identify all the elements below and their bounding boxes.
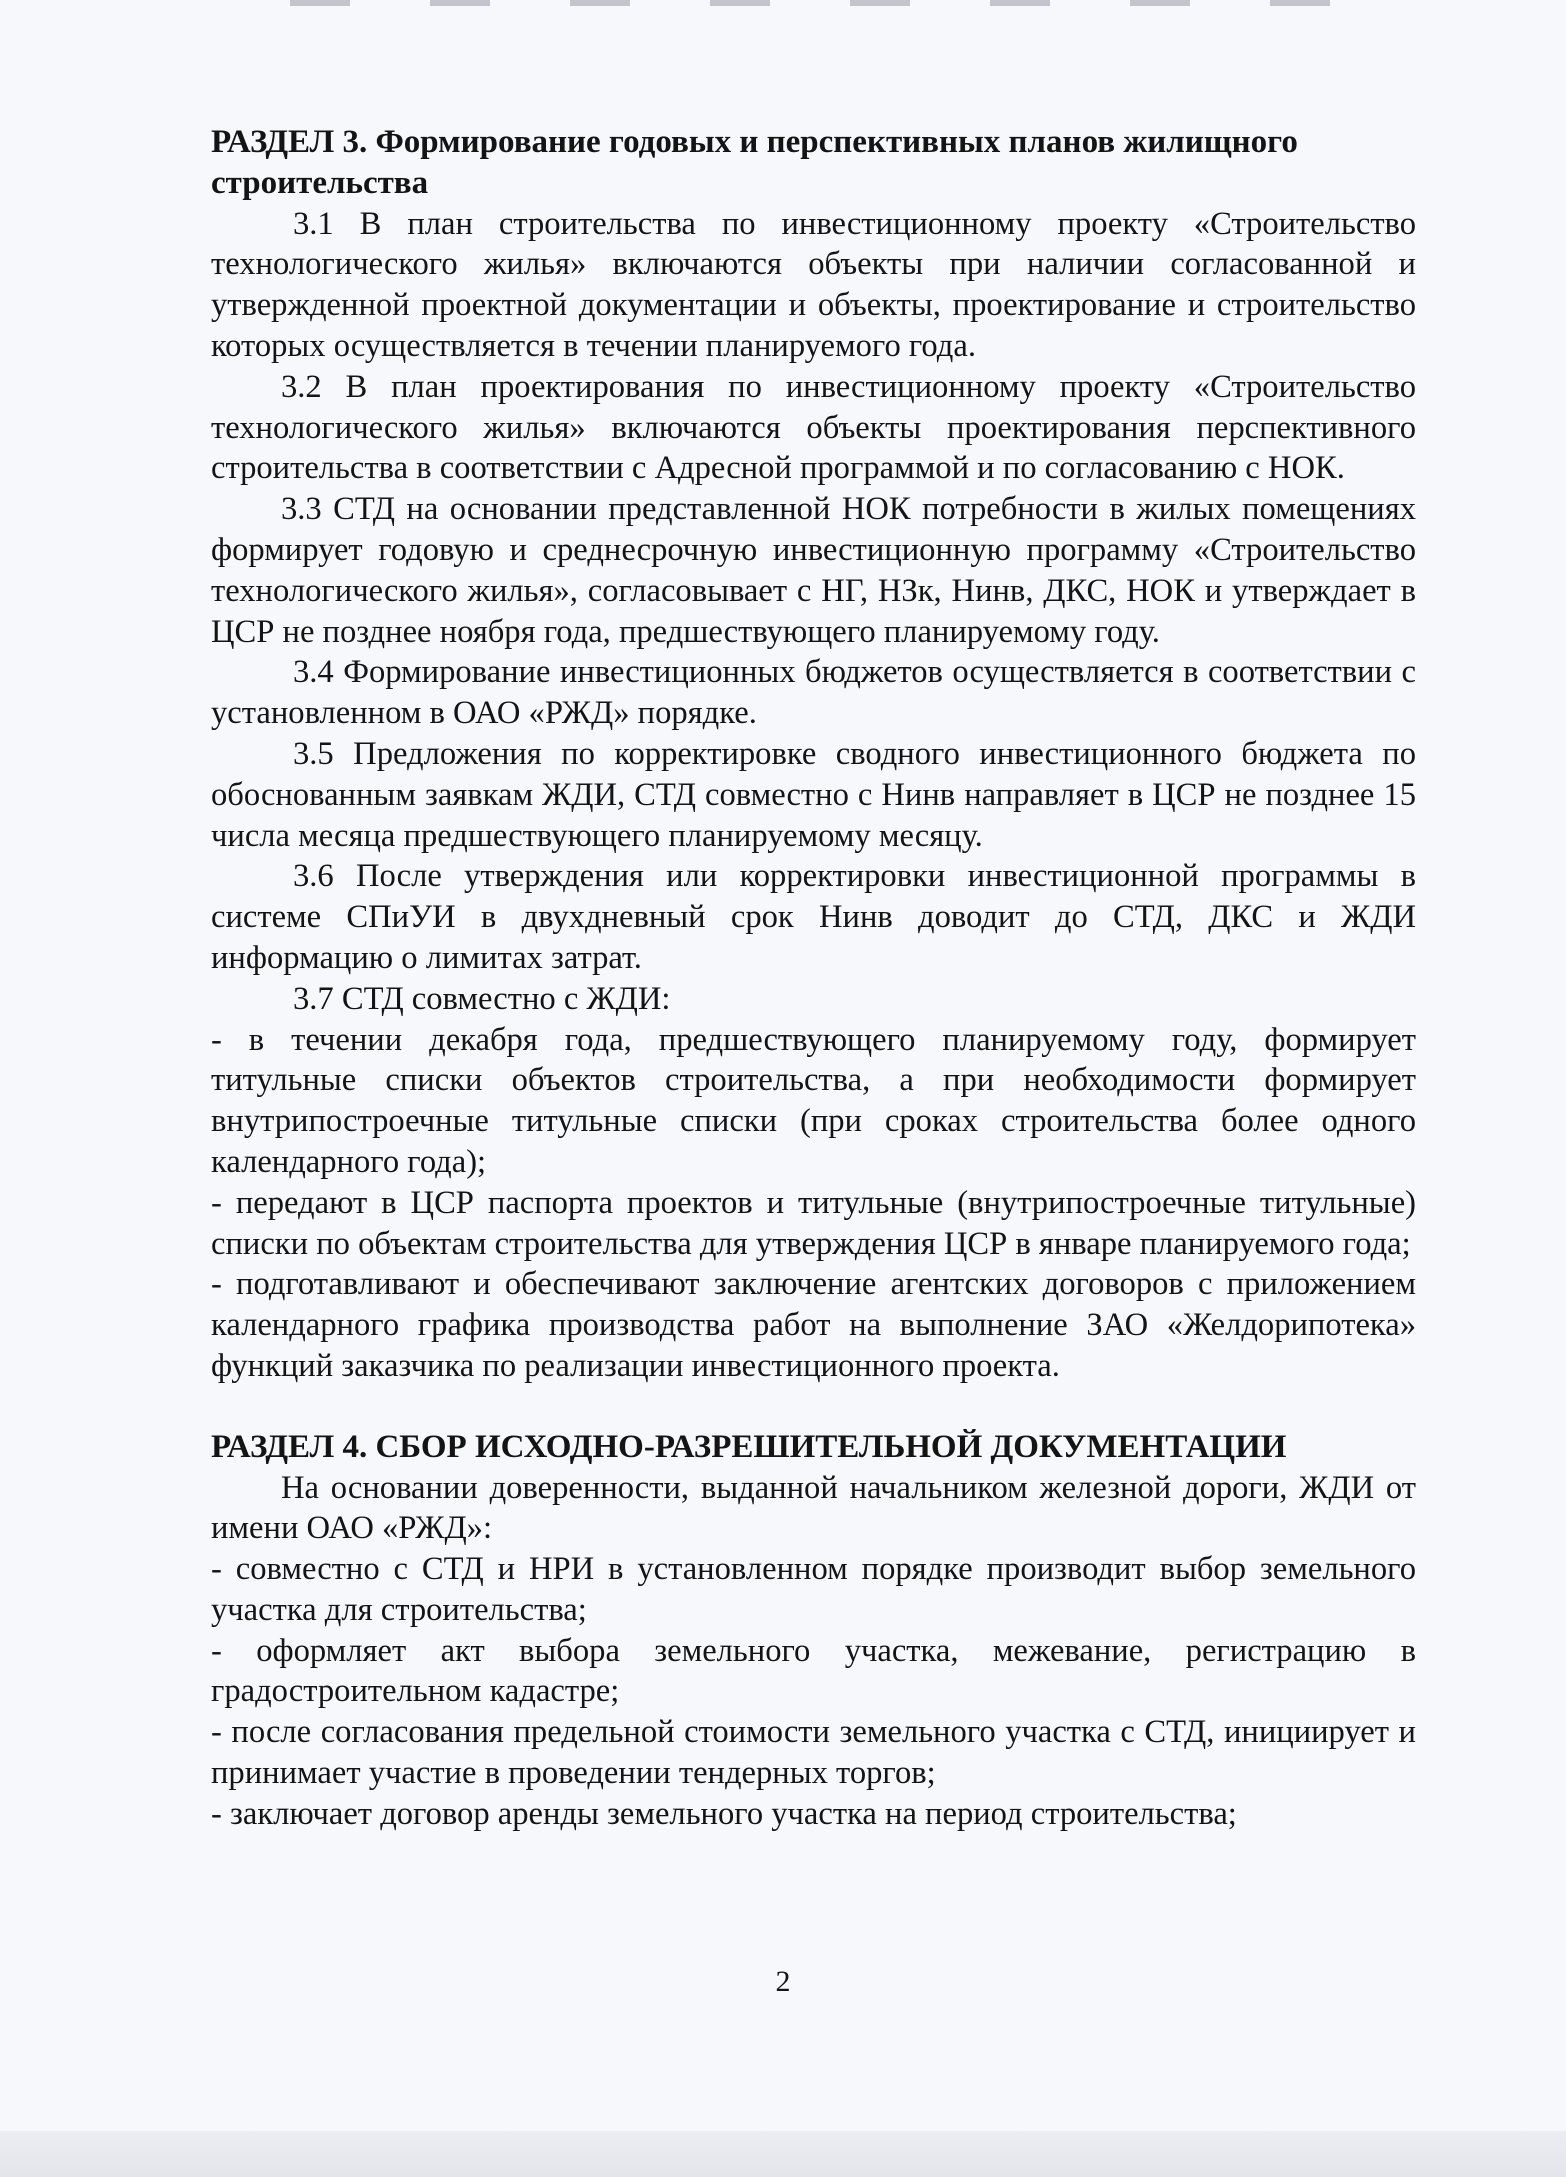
list-item: - совместно с СТД и НРИ в установленном порядке производит выбор земельного участка для строительства; — [211, 1551, 1416, 1628]
list-item: - подготавливают и обеспечивают заключение агентских договоров с приложением календарного графика производства работ на выполнение ЗАО «Желдорипотека» функций заказчика по реализации инвестиционного проекта. — [211, 1266, 1416, 1384]
section-3-title: РАЗДЕЛ 3. Формирование годовых и перспективных планов жилищного строительства — [211, 124, 1298, 201]
paragraph-3-3: 3.3 СТД на основании представленной НОК потребности в жилых помещениях формирует годовую и среднесрочную инвестиционную программу «Строительство технологического жилья», согласовывает с НГ, НЗк, Нинв, ДКС, НОК и утверждает в ЦСР не позднее ноября года, предшествующего планируемому году. — [211, 491, 1416, 650]
paragraph-3-4: 3.4 Формирование инвестиционных бюджетов осуществляется в соответствии с установленном в ОАО «РЖД» порядке. — [211, 654, 1416, 732]
list-item: - заключает договор аренды земельного участка на период строительства; — [211, 1795, 1237, 1832]
paragraph-3-5: 3.5 Предложения по корректировке сводного инвестиционного бюджета по обоснованным заявкам ЖДИ, СТД совместно с Нинв направляет в ЦСР не позднее 15 числа месяца предшествующего планируемому месяцу. — [211, 735, 1416, 854]
paragraph-3-1: 3.1 В план строительства по инвестиционному проекту «Строительство технологического жилья» включаются объекты при наличии согласованной и утвержденной проектной документации и объекты, проектирование и строительство которых осуществляется в течении планируемого года. — [211, 205, 1416, 364]
list-item: - передают в ЦСР паспорта проектов и титульные (внутрипостроечные титульные) списки по объектам строительства для утверждения ЦСР в январе планируемого года; — [211, 1184, 1416, 1262]
scan-edge-bottom — [0, 2131, 1566, 2177]
paragraph-3-2: 3.2 В план проектирования по инвестиционному проекту «Строительство технологического жилья» включаются объекты проектирования перспективного строительства в соответствии с Адресной программой и по согласованию с НОК. — [211, 368, 1416, 487]
list-item: - оформляет акт выбора земельного участка, межевание, регистрацию в градостроительном кадастре; — [211, 1632, 1416, 1710]
section-4-intro: На основании доверенности, выданной начальником железной дороги, ЖДИ от имени ОАО «РЖД»: — [211, 1469, 1416, 1547]
page-number: 2 — [775, 1965, 791, 1998]
section-4-title: РАЗДЕЛ 4. СБОР ИСХОДНО-РАЗРЕШИТЕЛЬНОЙ ДОКУМЕНТАЦИИ — [211, 1428, 1287, 1465]
list-item: - после согласования предельной стоимости земельного участка с СТД, инициирует и принимает участие в проведении тендерных торгов; — [211, 1714, 1416, 1792]
paragraph-3-7: 3.7 СТД совместно с ЖДИ: — [293, 980, 671, 1017]
list-item: - в течении декабря года, предшествующего планируемому году, формирует титульные списки объектов строительства, а при необходимости формирует внутрипостроечные титульные списки (при сроках строительства более одного календарного года); — [211, 1021, 1416, 1180]
scan-artifact-top — [290, 0, 1410, 6]
paragraph-3-6: 3.6 После утверждения или корректировки инвестиционной программы в системе СПиУИ в двухдневный срок Нинв доводит до СТД, ДКС и ЖДИ информацию о лимитах затрат. — [211, 858, 1416, 976]
document-body — [211, 122, 1416, 1835]
